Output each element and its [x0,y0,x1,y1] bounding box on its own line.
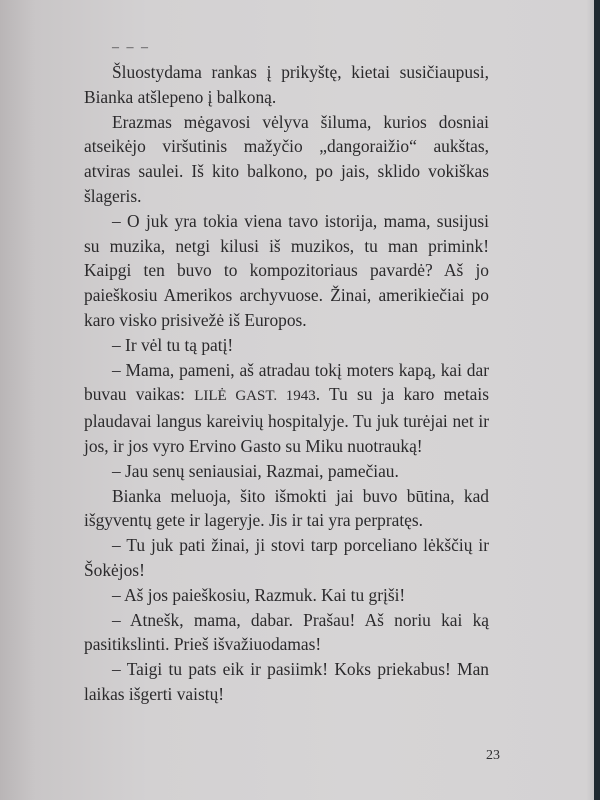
paragraph: – O juk yra tokia viena tavo istorija, mama, susijusi su muzika, netgi kilusi iš muzikos, tu man primink! Kaipgi ten buvo to kompozitoriaus pavardė? Aš jo paieškosiu Amerikos archyvuose. Žinai, amerikiečiai po karo visko prisivežė iš Europos. [84,210,489,330]
section-break: – – – [112,40,150,55]
paragraph: Šluostydama rankas į prikyštę, kietai susičiaupusi, Bianka atšlepeno į balkoną. [84,62,489,107]
paragraph: Bianka meluoja, šito išmokti jai buvo būtina, kad išgyventų gete ir lageryje. Jis ir tai yra perpratęs. [84,485,489,531]
paragraph-text: – Mama, pameni, aš atradau tokį moters kapą, kai dar buvau vaikas: [84,359,489,405]
paragraph-text: . Tu su ja karo metais plaudavai langus kareivių hospitalyje. Tu juk turėjai net ir jos, ir jos vyro Ervino Gasto su Miku nuotrauką! [84,384,489,456]
paragraph: – Jau senų seniausiai, Razmai, pamečiau. [112,460,399,481]
paragraph: – Ir vėl tu tą patį! [112,334,234,355]
paragraph: Erazmas mėgavosi vėlyva šiluma, kurios dosniai atseikėjo viršutinis mažyčio „dangoraižio“ aukštas, atviras saulei. Iš kito balkono, po jais, sklido vokiškas šlageris. [84,111,489,206]
paragraph: – Taigi tu pats eik ir pasiimk! Koks priekabus! Man laikas išgerti vaistų! [84,659,489,704]
paragraph: – Atnešk, mama, dabar. Prašau! Aš noriu kai ką pasitikslinti. Prieš išvažiuodamas! [84,609,489,655]
paragraph: – Aš jos paieškosiu, Razmuk. Kai tu grįši! [112,584,406,605]
grave-inscription: LILĖ GAST. 1943 [194,388,316,405]
paragraph: – Tu juk pati žinai, ji stovi tarp porceliano lėkščių ir Šokėjos! [84,535,489,580]
page-text [84,60,489,707]
page-number: 23 [486,748,500,763]
paragraph [84,358,489,459]
